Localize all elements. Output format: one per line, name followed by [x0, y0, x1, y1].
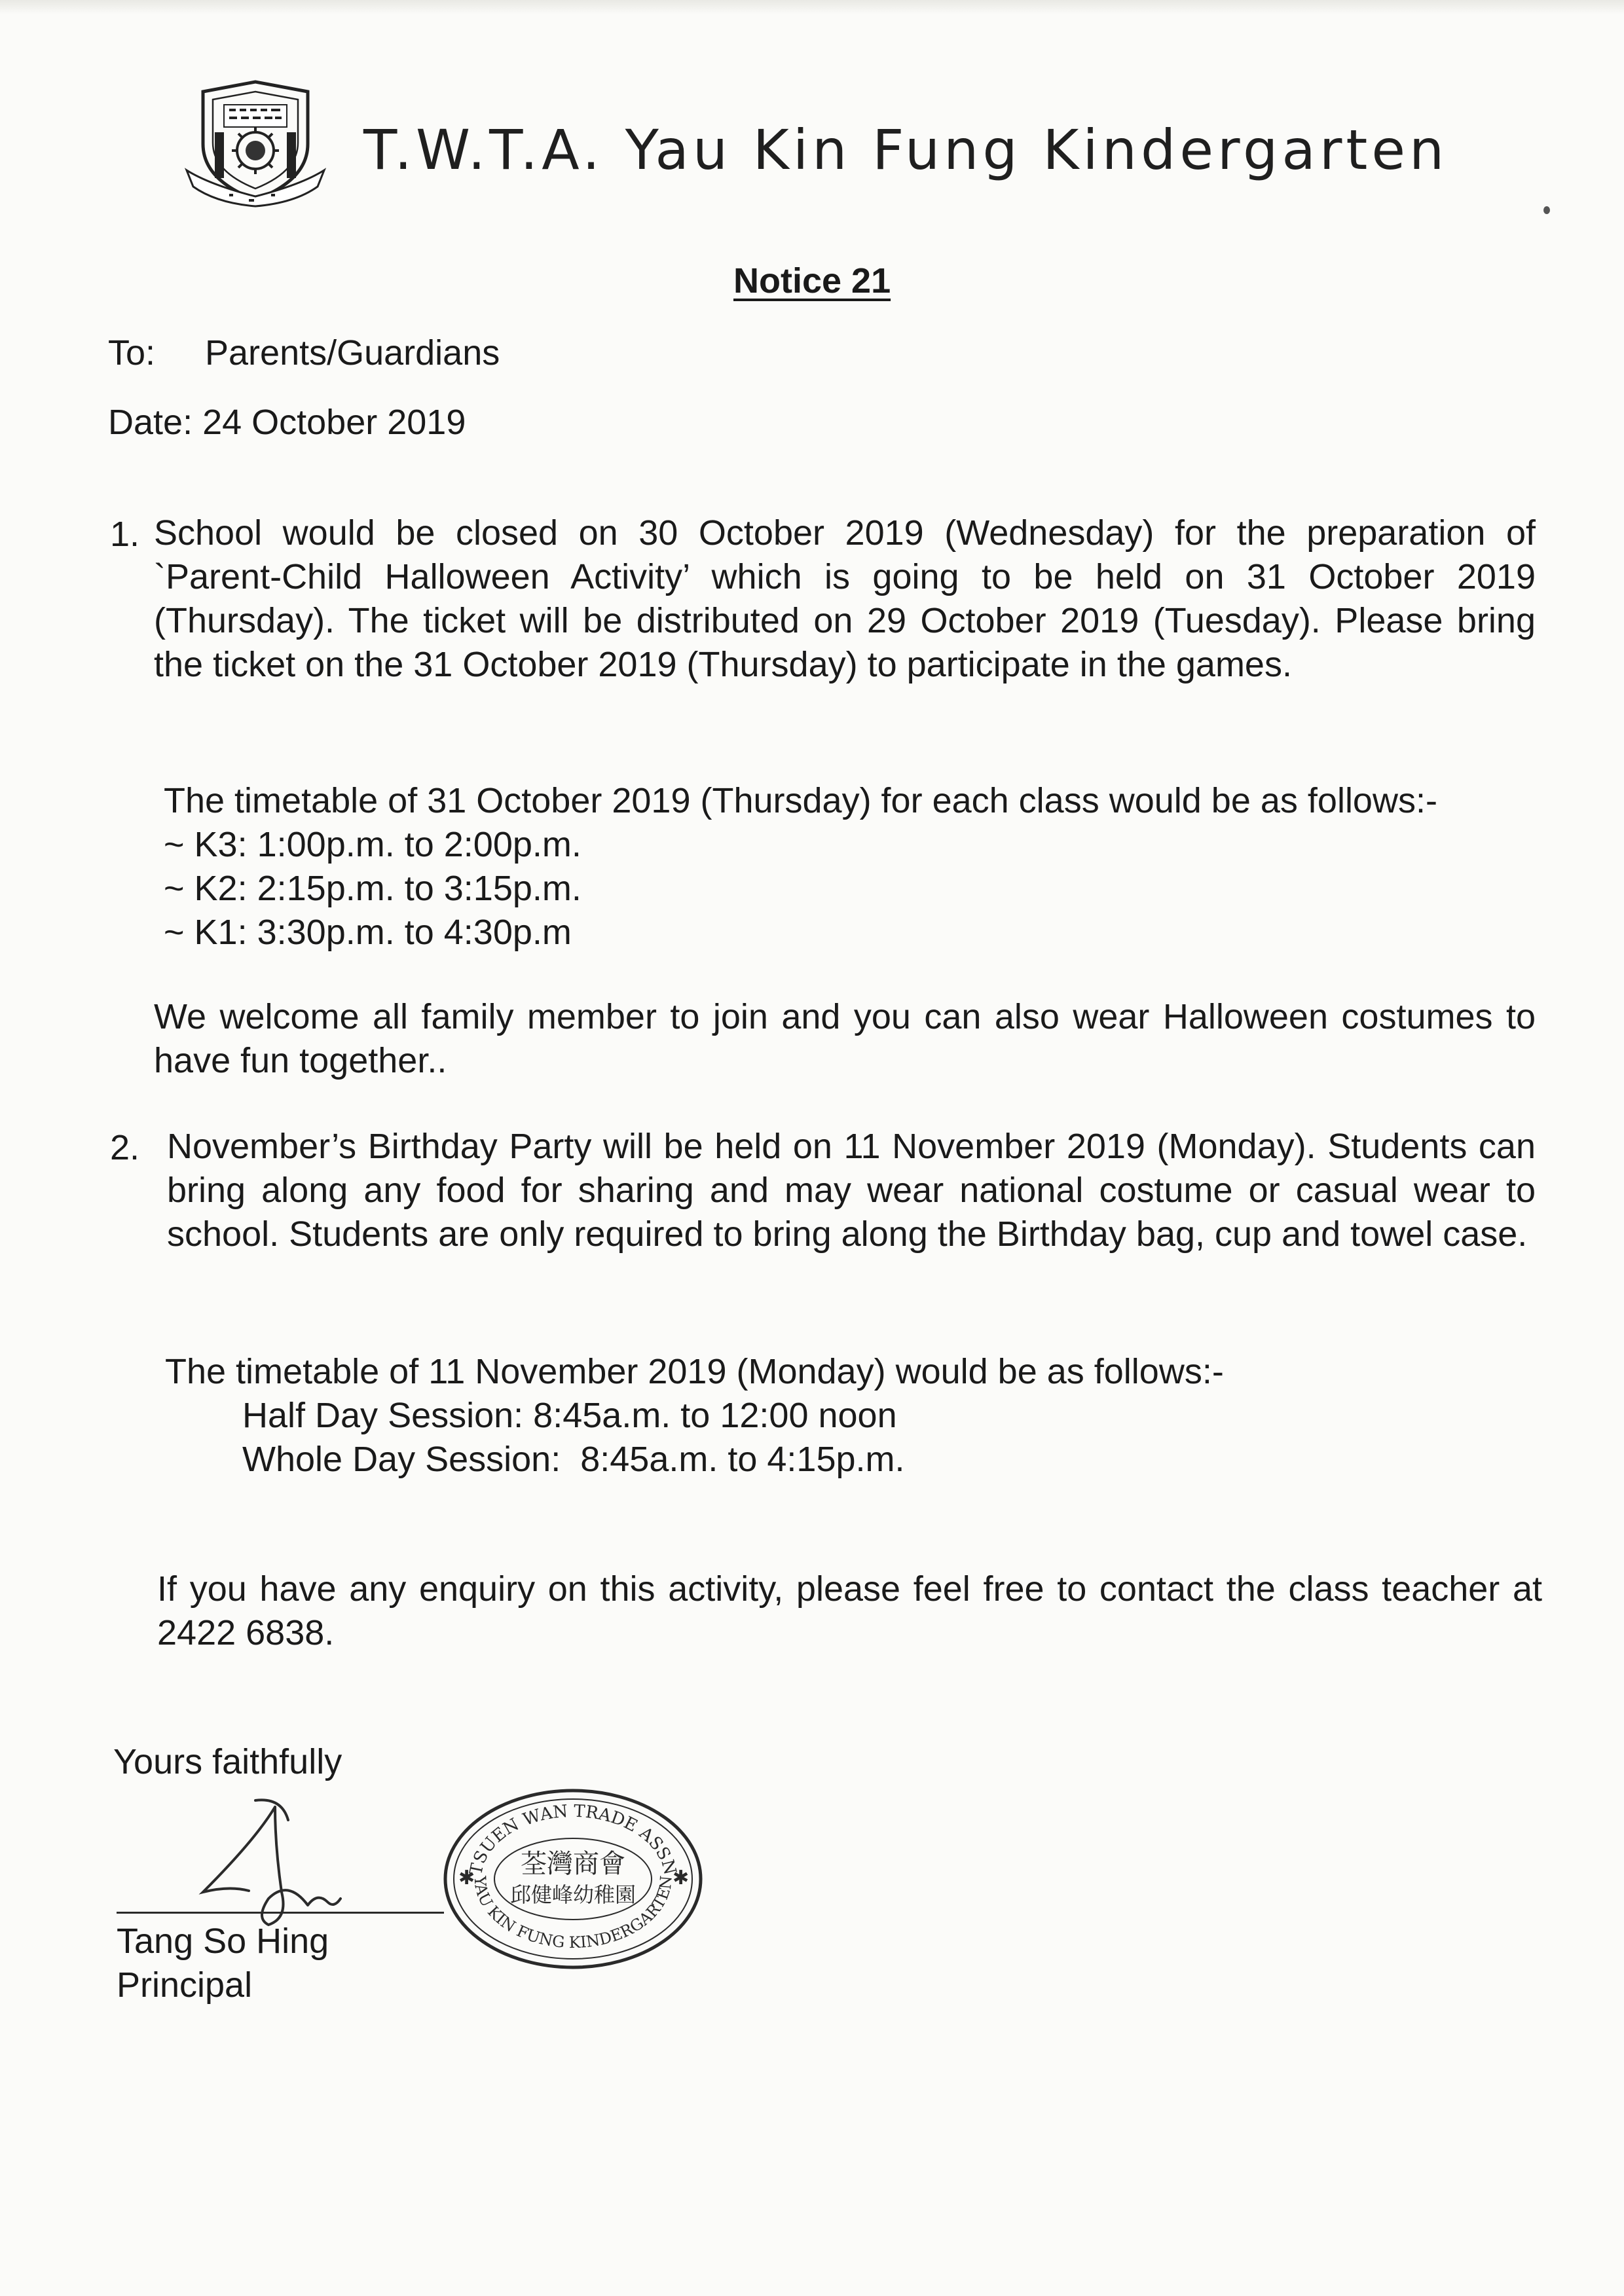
stamp-text-top: TSUEN WAN TRADE ASSN	[466, 1801, 680, 1877]
svg-text:✱: ✱	[458, 1867, 475, 1889]
stamp-text-bottom: YAU KIN FUNG KINDERGARTEN	[470, 1874, 676, 1952]
notice-date: Date: 24 October 2019	[108, 403, 466, 442]
item-1-paragraph: School would be closed on 30 October 2019 (Wednesday) for the preparation of `Parent-Child Halloween Activity’ which is going to be held on 31 October 2019 (Thursday). The ticket will be distributed on 29 October 2019 (Tuesday). Please bring the ticket on the 31 October 2019 (Thursday) to participate in the games.	[154, 513, 1536, 684]
school-name: T.W.T.A. Yau Kin Fung Kindergarten	[363, 118, 1449, 182]
closing-salutation: Yours faithfully	[113, 1742, 342, 1781]
to-recipient: Parents/Guardians	[205, 333, 500, 373]
item-1-number: 1.	[110, 515, 140, 554]
stamp-text-middle-2: 邱健峰幼稚園	[509, 1882, 637, 1907]
schedule-k1: ~ K1: 3:30p.m. to 4:30p.m	[164, 913, 572, 952]
school-seal-stamp	[435, 1781, 710, 1977]
item-1-timetable-intro: The timetable of 31 October 2019 (Thursday) for each class would be as follows:-	[164, 781, 1437, 820]
page-top-edge	[0, 0, 1624, 14]
item-2-paragraph: November’s Birthday Party will be held on 11 November 2019 (Monday). Students can bring along any food for sharing and may wear national costume or casual wear to school. Students are only required to bring along the Birthday bag, cup and towel case.	[167, 1127, 1536, 1254]
signature-line	[117, 1912, 444, 1914]
stamp-text-middle-1: 荃灣商會	[521, 1849, 625, 1879]
notice-title: Notice 21	[733, 261, 891, 301]
schedule-k2: ~ K2: 2:15p.m. to 3:15p.m.	[164, 869, 581, 908]
item-1-welcome: We welcome all family member to join and you can also wear Halloween costumes to have fun together..	[154, 997, 1536, 1080]
schedule-k3: ~ K3: 1:00p.m. to 2:00p.m.	[164, 825, 581, 864]
to-label: To:	[108, 333, 156, 373]
school-crest-icon	[183, 72, 327, 210]
signatory-block	[117, 1920, 329, 2007]
signatory-title: Principal	[117, 1965, 253, 2005]
enquiry-note: If you have any enquiry on this activity, please feel free to contact the class teacher at 2422 6838.	[157, 1569, 1542, 1652]
signatory-name: Tang So Hing	[117, 1922, 329, 1961]
item-2-timetable-intro: The timetable of 11 November 2019 (Monday) would be as follows:-	[165, 1352, 1224, 1391]
item-2-number: 2.	[110, 1128, 140, 1167]
whole-day-session: Whole Day Session: 8:45a.m. to 4:15p.m.	[242, 1440, 905, 1479]
half-day-session: Half Day Session: 8:45a.m. to 12:00 noon	[242, 1396, 897, 1435]
scan-speck	[1543, 206, 1550, 214]
svg-text:✱: ✱	[673, 1867, 690, 1889]
